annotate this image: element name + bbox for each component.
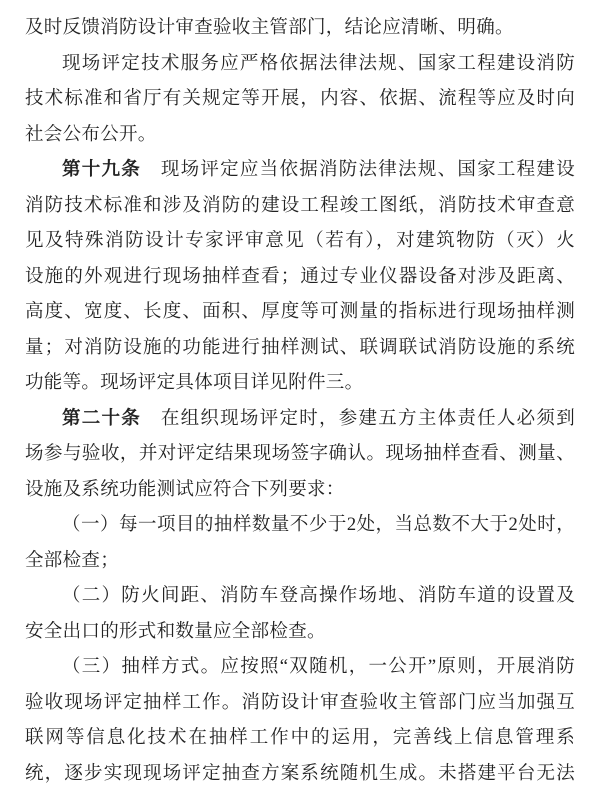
text-line <box>25 47 575 83</box>
text-line-content: 消防技术标准和涉及消防的建设工程竣工图纸，消防技术审查意 <box>25 195 575 216</box>
text-line <box>25 650 575 686</box>
text-line <box>25 544 575 580</box>
text-line-content: 现场评定应当依据消防法律法规、国家工程建设 <box>141 160 575 180</box>
text-line <box>25 295 575 331</box>
text-line-content: 现场评定技术服务应严格依据法律法规、国家工程建设消防 <box>62 53 575 74</box>
text-line-content: 技术标准和省厅有关规定等开展，内容、依据、流程等应及时向 <box>25 89 575 109</box>
text-line-content: 高度、宽度、长度、面积、厚度等可测量的指标进行现场抽样测 <box>25 302 575 322</box>
text-line <box>25 473 575 509</box>
text-line-content: 全部检查； <box>25 550 120 571</box>
text-line-content: （二）防火间距、消防车登高操作场地、消防车道的设置及 <box>62 586 575 606</box>
text-line <box>25 224 575 260</box>
text-line <box>25 260 575 296</box>
text-line-content: （一）每一项目的抽样数量不少于2处，当总数不大于2处时， <box>62 515 575 535</box>
text-line-content: 量；对消防设施的功能进行抽样测试、联调联试消防设施的系统 <box>25 337 575 358</box>
text-line <box>25 189 575 225</box>
text-line <box>25 437 575 473</box>
article-number-heading: 第二十条 <box>62 408 142 429</box>
text-line <box>25 153 575 189</box>
text-line <box>25 579 575 615</box>
text-line-content: 功能等。现场评定具体项目详见附件三。 <box>25 373 364 393</box>
text-line <box>25 757 575 793</box>
text-line-content: 统，逐步实现现场评定抽查方案系统随机生成。未搭建平台无法 <box>25 763 575 784</box>
text-line-content: 设施的外观进行现场抽样查看；通过专业仪器设备对涉及距离、 <box>25 266 575 287</box>
text-line-content: （三）抽样方式。应按照“双随机，一公开”原则，开展消防 <box>62 657 575 677</box>
text-line-content: 在组织现场评定时，参建五方主体责任人必须到 <box>141 408 575 429</box>
text-line <box>25 508 575 544</box>
text-line <box>25 366 575 402</box>
article-number-heading: 第十九条 <box>62 160 142 180</box>
text-line-content: 设施及系统功能测试应符合下列要求： <box>25 479 345 500</box>
text-line <box>25 721 575 757</box>
text-line-content: 验收现场评定抽样工作。消防设计审查验收主管部门应当加强互 <box>25 692 575 713</box>
text-line <box>25 331 575 367</box>
text-line <box>25 11 575 47</box>
text-line <box>25 118 575 154</box>
text-line-content: 联网等信息化技术在抽样工作中的运用，完善线上信息管理系 <box>25 728 575 748</box>
text-line-content: 安全出口的形式和数量应全部检查。 <box>25 621 326 642</box>
text-line <box>25 402 575 438</box>
text-line-content: 及时反馈消防设计审查验收主管部门，结论应清晰、明确。 <box>25 18 514 38</box>
text-line-content: 社会公布公开。 <box>25 124 157 145</box>
text-line <box>25 615 575 651</box>
text-line <box>25 686 575 722</box>
text-line <box>25 82 575 118</box>
text-line-content: 见及特殊消防设计专家评审意见（若有），对建筑物防（灭）火 <box>25 231 575 251</box>
text-line-content: 场参与验收，并对评定结果现场签字确认。现场抽样查看、测量、 <box>25 444 575 464</box>
